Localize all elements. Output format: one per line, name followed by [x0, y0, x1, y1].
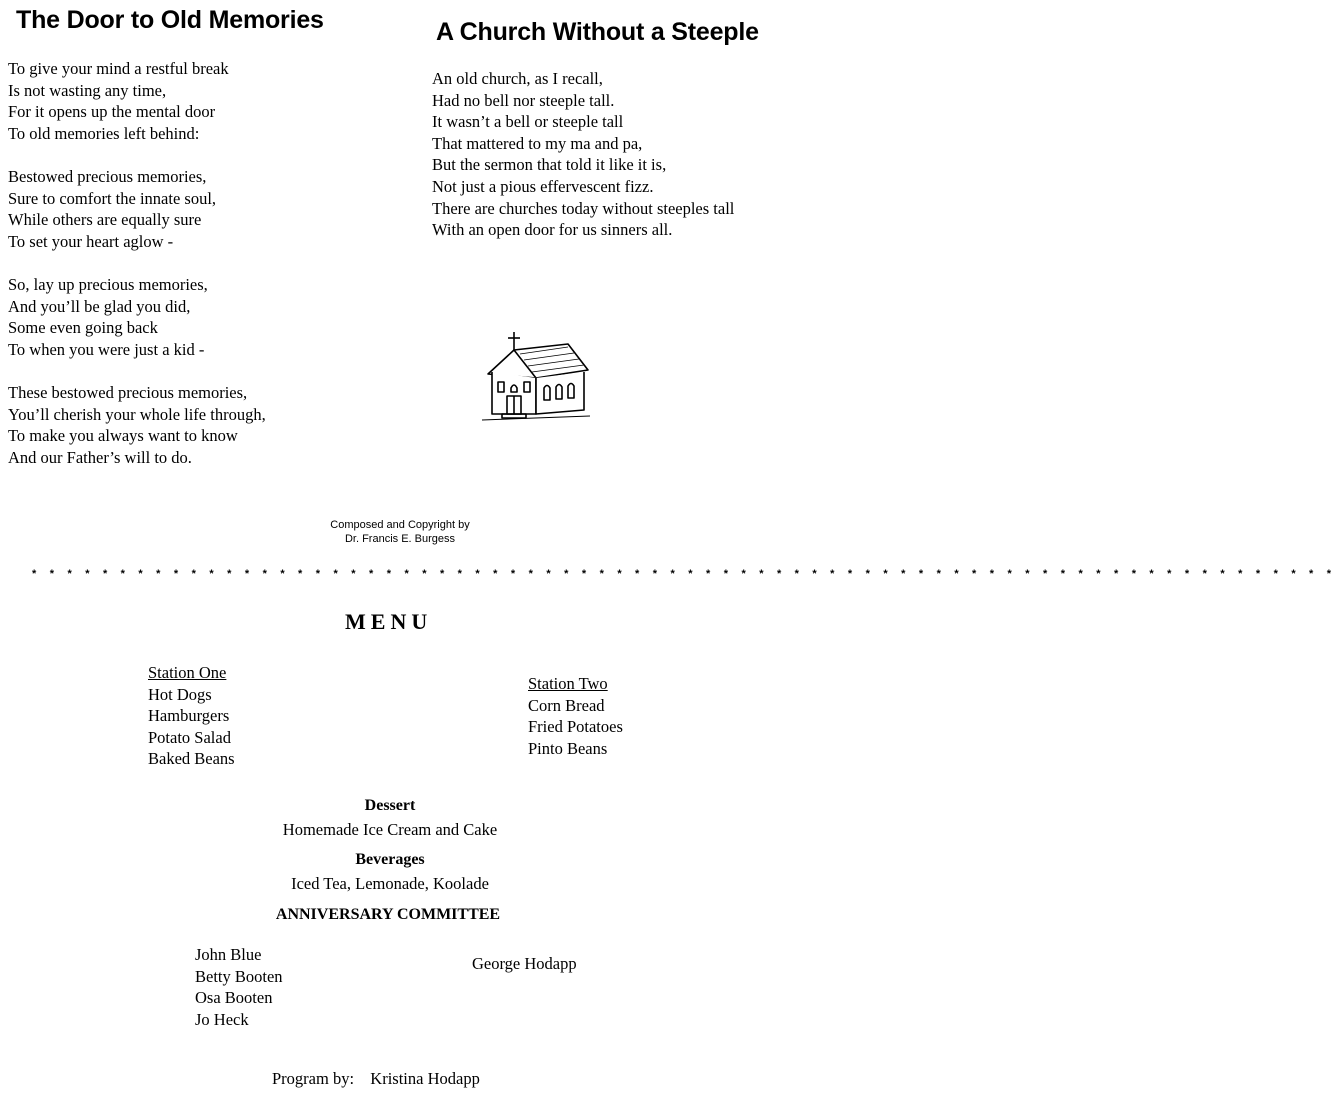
- menu-item: Fried Potatoes: [528, 717, 623, 737]
- station-two: [528, 673, 623, 759]
- poem-line: There are churches today without steeples tall: [432, 198, 735, 218]
- menu-item: Potato Salad: [148, 727, 231, 747]
- program-credit: [272, 1068, 480, 1090]
- credit-author: Dr. Francis E. Burgess: [344, 533, 456, 545]
- poem-line: Is not wasting any time,: [8, 80, 167, 100]
- station-one: [148, 662, 235, 770]
- left-poem-title: The Door to Old Memories: [16, 6, 324, 34]
- program-label: Program by:: [272, 1069, 355, 1088]
- poem-line: It wasn’t a bell or steeple tall: [432, 112, 624, 132]
- poem-line: You’ll cherish your whole life through,: [8, 404, 266, 424]
- dessert-heading: Dessert: [364, 797, 416, 814]
- poem-line: To set your heart aglow -: [8, 231, 174, 251]
- poem-line: And you’ll be glad you did,: [8, 296, 191, 316]
- right-poem-title: A Church Without a Steeple: [436, 18, 759, 46]
- committee-right: [472, 953, 577, 975]
- menu-title: MENU: [345, 609, 433, 634]
- poem-line: Some even going back: [8, 318, 158, 338]
- poem-line: Had no bell nor steeple tall.: [432, 90, 615, 110]
- poem-line: And our Father’s will to do.: [8, 447, 192, 467]
- dessert-item: Homemade Ice Cream and Cake: [282, 820, 498, 839]
- menu-item: Hot Dogs: [148, 684, 212, 704]
- committee-member: George Hodapp: [472, 954, 577, 973]
- poem-line: Not just a pious effervescent fizz.: [432, 176, 654, 196]
- stanza: [8, 382, 266, 468]
- poem-line: To give your mind a restful break: [8, 59, 229, 78]
- stanza: [8, 58, 266, 144]
- church-icon: [480, 330, 592, 422]
- poem-line: That mattered to my ma and pa,: [432, 133, 643, 153]
- program-name: Kristina Hodapp: [370, 1069, 480, 1088]
- poem-line: An old church, as I recall,: [432, 69, 603, 88]
- menu-item: Corn Bread: [528, 695, 605, 715]
- poem-line: For it opens up the mental door: [8, 102, 216, 122]
- poem-line: But the sermon that told it like it is,: [432, 155, 667, 175]
- poem-line: To when you were just a kid -: [8, 339, 205, 359]
- right-poem-body: [432, 68, 734, 241]
- beverages-heading: Beverages: [355, 851, 425, 868]
- stanza: [8, 274, 266, 360]
- star-divider: * * * * * * * * * * * * * * * * * * * * * * * * * * * * * * * * * * * * * * * * * * * * * * * * * * * * * * * * * * * * * * * * * * * * * * * * * *: [32, 568, 1336, 580]
- station-one-heading: Station One: [148, 663, 227, 682]
- committee-member: Jo Heck: [195, 1009, 249, 1029]
- copyright-credit: [300, 518, 500, 546]
- menu-item: Baked Beans: [148, 749, 235, 769]
- menu-item: Hamburgers: [148, 706, 230, 726]
- left-poem-body: [8, 58, 266, 468]
- committee-member: John Blue: [195, 945, 262, 964]
- poem-line: With an open door for us sinners all.: [432, 220, 673, 240]
- station-two-heading: Station Two: [528, 674, 608, 693]
- stanza: [8, 166, 266, 252]
- poem-line: These bestowed precious memories,: [8, 382, 248, 402]
- committee-heading: ANNIVERSARY COMMITTEE: [275, 906, 501, 923]
- beverages-item: Iced Tea, Lemonade, Koolade: [291, 874, 489, 893]
- committee-member: Betty Booten: [195, 966, 283, 986]
- poem-line: So, lay up precious memories,: [8, 274, 208, 294]
- committee-left: [195, 944, 283, 1030]
- poem-line: To old memories left behind:: [8, 123, 200, 143]
- poem-line: While others are equally sure: [8, 210, 202, 230]
- credit-line: Composed and Copyright by: [330, 519, 470, 531]
- poem-line: Bestowed precious memories,: [8, 166, 207, 186]
- poem-line: To make you always want to know: [8, 426, 238, 446]
- poem-line: Sure to comfort the innate soul,: [8, 188, 217, 208]
- menu-item: Pinto Beans: [528, 738, 608, 758]
- committee-member: Osa Booten: [195, 988, 273, 1008]
